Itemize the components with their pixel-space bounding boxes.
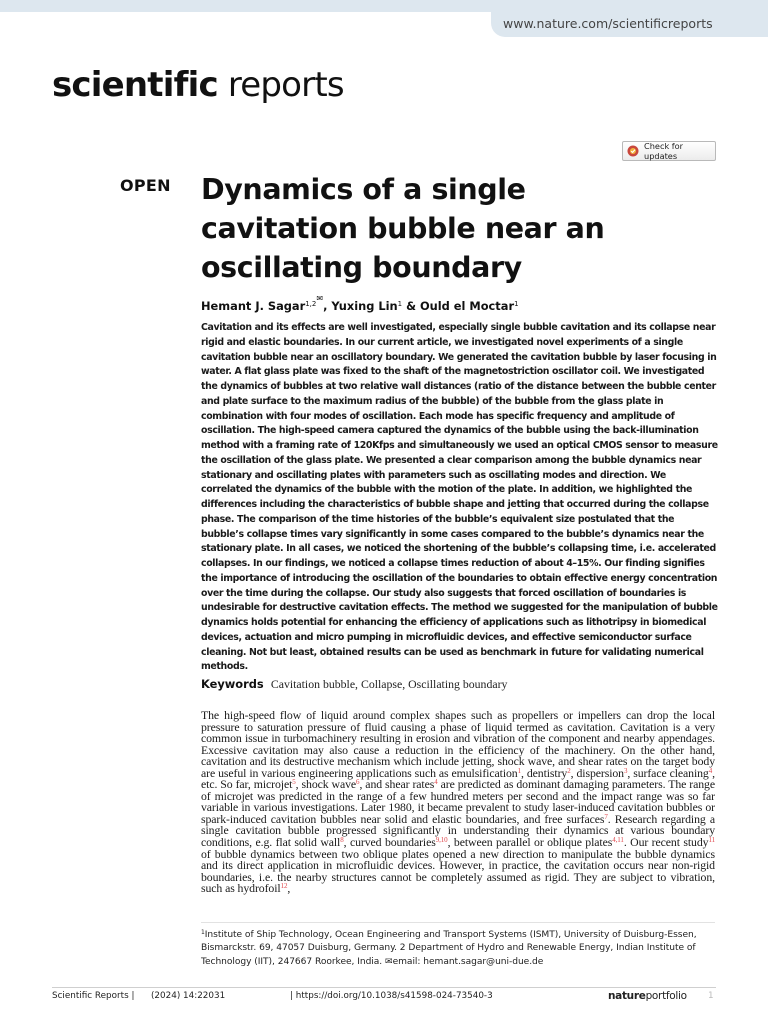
body-text-segment: , dentistry <box>521 765 568 780</box>
footer-divider <box>52 987 716 988</box>
brand-bold: nature <box>608 990 646 1002</box>
page-footer <box>52 991 716 1005</box>
body-text-segment: The high-speed flow of liquid around complex shapes such as propellers or impellers can drop the local pressure to saturation pressure of fluid causing a phase of liquid termed as cavitation. Cavitation is a very common issue in turbomachinery resulting in erosion and vibration of the component and nearby appendages. Excessive cavitation may also cause a reduction in the efficiency of the machinery. On the other hand, cavitation and its destructive mechanism which include jetting, shock wave, and shear rates on the target body are useful in various engineering applications such as emulsification <box>201 708 715 780</box>
reference-link[interactable]: 4,11 <box>612 836 624 845</box>
journal-logo-light: reports <box>217 65 344 105</box>
corresponding-email[interactable]: email: hemant.sagar@uni-due.de <box>392 956 544 967</box>
footnote-divider <box>201 922 715 923</box>
author-name[interactable]: Hemant J. Sagar <box>201 299 306 313</box>
body-text-segment: , etc. So far, microjet <box>201 765 716 792</box>
footer-journal: Scientific Reports | <box>52 991 135 1001</box>
reference-link[interactable]: 6 <box>356 778 360 787</box>
introduction-paragraph <box>201 710 715 895</box>
affiliation-1: Institute of Ship Technology, Ocean Engineering and Transport Systems (ISMT), University of Duisburg-Essen, Bismarckstr. 69, 47057 Duisburg, Germany. <box>201 930 697 954</box>
reference-link[interactable]: 11 <box>708 836 715 845</box>
author-list: Hemant J. Sagar$^{1,2✉}$, Yuxing Lin$^1$ & Ould el Moctar$^1$ <box>201 294 519 313</box>
author-affiliation-ref: 1 <box>397 300 403 308</box>
body-text-segment: , <box>287 881 291 896</box>
header-band <box>0 0 768 12</box>
article-title: Dynamics of a single cavitation bubble near an oscillating boundary <box>201 173 605 284</box>
email-icon: ✉ <box>384 956 393 967</box>
brand-light: portfolio <box>645 990 687 1002</box>
abstract: Cavitation and its effects are well investigated, especially single bubble cavitation and its collapse near rigid and elastic boundaries. In our current article, we investigated novel experiments of a single cavitation bubble near an oscillatory boundary. We generated the cavitation bubble by laser focusing in water. A flat glass plate was fixed to the shaft of the magnetostriction oscillator coil. We investigated the dynamics of bubbles at two relative wall distances (ratio of the distance between the bubble center and plate surface to the maximum radius of the bubble) of the bubble from the glass plate in combination with four modes of oscillation. Each mode has specific frequency and amplitude of oscillation. The high-speed camera captured the dynamics of the bubble using the back-illumination method with a framing rate of 120Kfps and simultaneously we used an optical CMOS sensor to measure the oscillation of the glass plate. We presented a clear comparison among the bubble dynamics near stationary and oscillating plates with parameters such as oscillating modes and direction. We correlated the dynamics of the bubble with the motion of the plate. In addition, we highlighted the differences including the characteristics of bubble shape and jetting that occurred during the collapse phase. The comparison of the time histories of the bubble’s equivalent size postulated that the bubble’s collapse times vary significantly in some cases compared to the bubble’s dynamics near the stationary plate. In all cases, we noticed the shortening of the bubble’s collapsing time, i.e. accelerated collapses. In our findings, we noticed a collapse times reduction of about 4–15%. Our finding signifies the importance of introducing the oscillation of the boundaries to obtain effective energy concentration over the time during the collapse. Our study also suggests that forced oscillation of boundaries is undesirable for destructive cavitation effects. The method we suggested for the manipulation of bubble dynamics holds potential for enhancing the efficiency of applications such as lithotripsy in biomedical devices, actuation and micro pumping in microfluidic devices, and effective semiconductor surface cleaning. Not but least, obtained results can be used as benchmark in future for validating numerical methods. <box>201 322 718 673</box>
reference-link[interactable]: 5 <box>292 778 296 787</box>
keywords-label: Keywords <box>201 677 264 691</box>
body-text-segment: . Our recent study <box>623 835 709 850</box>
keywords <box>201 677 507 692</box>
author-name[interactable]: Ould el Moctar <box>419 299 515 313</box>
journal-logo[interactable] <box>52 65 344 105</box>
check-for-updates-button[interactable] <box>622 141 716 161</box>
body-text-segment: are predicted as dominant damaging parameters. The range of microjet was predicted in the range of a few hundred meters per second and the impact range was so far variable in various investigations. Later 1980, it became prevalent to study laser-induced cavitation bubbles or spark-induced cavitation bubbles near solid and elastic boundaries, and free surfaces <box>201 777 715 826</box>
reference-link[interactable]: 8 <box>340 836 344 845</box>
doi-link[interactable]: | https://doi.org/10.1038/s41598-024-73540-3 <box>290 991 493 1001</box>
check-updates-label: Check for updates <box>644 141 684 161</box>
reference-link[interactable]: 12 <box>280 882 288 891</box>
reference-link[interactable]: 1 <box>517 766 521 775</box>
body-text-segment: of bubble dynamics between two oblique plates opened a new direction to manipulate the bubble dynamics and its direct application in microfluidic devices. However, in practice, the cavitation occurs near non-rigid boundaries, i.e. the nearby structures cannot be completely assumed as rigid. They are subject to vibration, such as hydrofoil <box>201 846 715 896</box>
reference-link[interactable]: 4 <box>708 766 713 775</box>
reference-link[interactable]: 4 <box>434 778 438 787</box>
affiliation-2: 2 Department of Hydro and Renewable Energy, Indian Institute of Technology (IIT), 247667 Roorkee, India. <box>201 943 696 967</box>
check-updates-icon <box>627 145 639 157</box>
body-text-segment: , shock wave <box>295 777 357 792</box>
affiliation-number: 1 <box>201 929 205 936</box>
affiliation-footnote <box>201 926 721 969</box>
body-text-segment: , curved boundaries <box>343 835 436 850</box>
page-number: 1 <box>708 991 714 1001</box>
open-access-label: OPEN <box>120 176 171 195</box>
author-affiliation-ref: 1,2 <box>305 300 317 308</box>
reference-link[interactable]: 7 <box>604 812 608 821</box>
reference-link[interactable]: 2 <box>567 766 571 775</box>
body-text-segment: , and shear rates <box>359 777 435 792</box>
reference-link[interactable]: 9,10 <box>435 836 448 845</box>
keywords-text: Cavitation bubble, Collapse, Oscillating boundary <box>270 677 508 691</box>
body-text-segment: , dispersion <box>570 765 624 780</box>
reference-link[interactable]: 3 <box>623 766 628 775</box>
journal-url-link[interactable]: www.nature.com/scientificreports <box>503 16 713 31</box>
body-text-segment: . Research regarding a single cavitation bubble progressed significantly in understanding their dynamics at various boundary conditions, e.g. flat solid wall <box>201 811 716 850</box>
email-icon[interactable]: ✉ <box>316 294 324 303</box>
journal-logo-bold: scientific <box>52 65 218 105</box>
author-affiliation-ref: 1 <box>514 300 519 308</box>
author-name[interactable]: Yuxing Lin <box>331 299 398 313</box>
footer-volume: (2024) 14:22031 <box>151 991 226 1001</box>
body-text-segment: , between parallel or oblique plates <box>447 835 613 850</box>
body-text-segment: , surface cleaning <box>627 765 709 780</box>
nature-portfolio-logo <box>608 990 687 1002</box>
